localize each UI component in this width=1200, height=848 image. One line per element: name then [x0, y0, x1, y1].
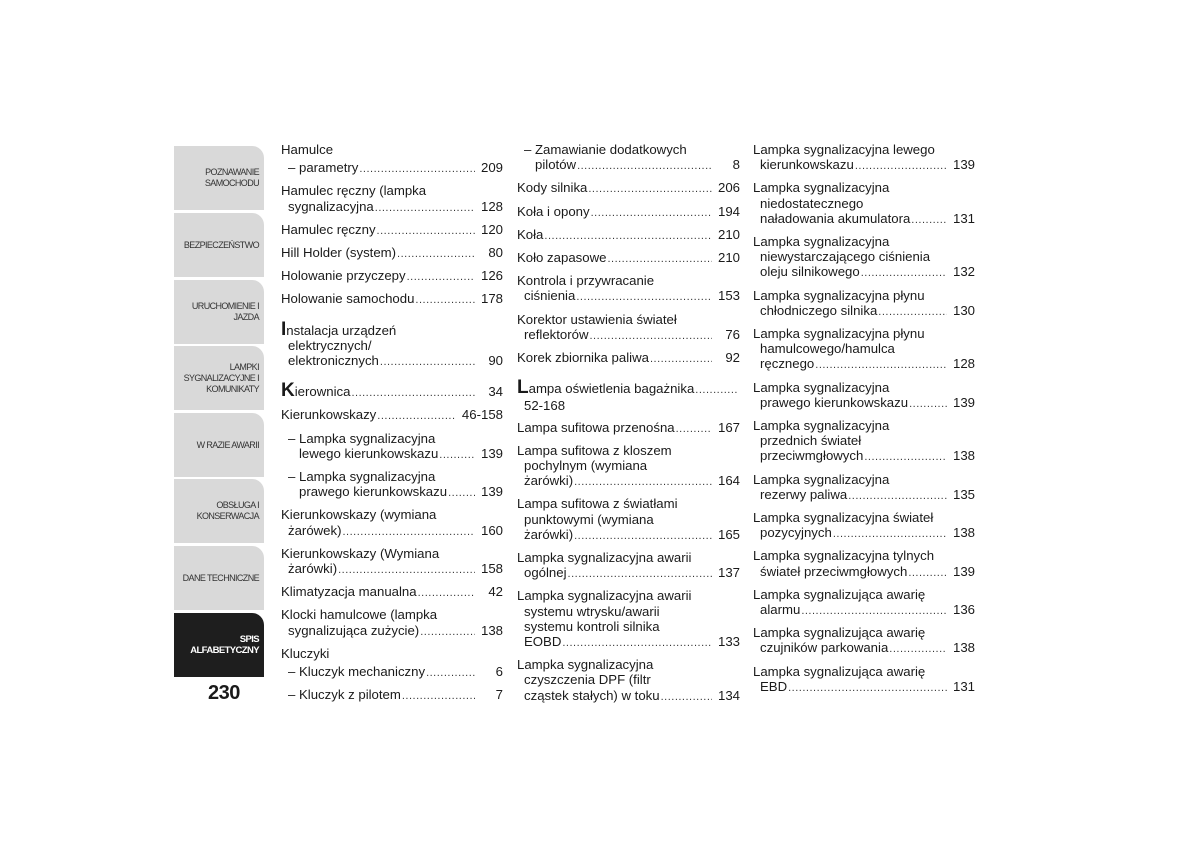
index-entry[interactable]: [281, 546, 503, 578]
entry-text: Koła i opony: [517, 203, 590, 219]
index-entry[interactable]: [281, 183, 503, 215]
entry-text: Lampka sygnalizacyjna awarii: [517, 550, 692, 566]
section-initial: I: [281, 318, 287, 340]
entry-text: Lampa sufitowa z kloszem: [517, 442, 672, 458]
entry-text: sygnalizacyjna: [288, 198, 374, 214]
page-ref: 139: [480, 445, 503, 461]
entry-text: Lampka sygnalizująca awarię: [753, 586, 926, 602]
index-entry[interactable]: [753, 625, 975, 657]
page-ref: 133: [717, 634, 740, 650]
page-ref: 6: [495, 664, 503, 680]
entry-text: Kontrola i przywracanie: [517, 273, 655, 289]
tab-obsluga-i-konserwacja[interactable]: [174, 479, 264, 543]
entry-text: kierunkowskazu: [760, 157, 854, 173]
index-entry[interactable]: [281, 687, 503, 704]
entry-text: przednich świateł: [760, 433, 862, 449]
page-ref: 34: [488, 384, 503, 400]
page-ref: 158: [480, 561, 503, 577]
entry-text: rezerwy paliwa: [760, 486, 848, 502]
entry-text: – Lampka sygnalizacyjna: [288, 430, 436, 446]
entry-text: świateł przeciwmgłowych: [760, 563, 908, 579]
entry-text: lewego kierunkowskazu: [299, 445, 439, 461]
page-ref: 139: [952, 157, 975, 173]
page-ref: 128: [952, 356, 975, 372]
entry-text: punktowymi (wymiana: [524, 511, 654, 527]
index-entry[interactable]: [753, 472, 975, 504]
tab-label: W RAZIE AWARII: [196, 439, 259, 450]
entry-text: żarówek): [288, 522, 342, 538]
index-column-1: [281, 142, 503, 710]
entry-text: Hamulec ręczny: [281, 221, 376, 237]
tab-label: BEZPIECZEŃSTWO: [183, 239, 259, 250]
index-entry[interactable]: [517, 273, 740, 305]
page-ref: 128: [480, 198, 503, 214]
page-ref: 126: [480, 268, 503, 284]
tab-label: POZNAWANIE SAMOCHODU: [204, 167, 259, 188]
page-ref: 131: [952, 678, 975, 694]
page-ref: 80: [488, 245, 503, 261]
index-entry[interactable]: [753, 510, 975, 542]
entry-text: – Kluczyk mechaniczny: [288, 664, 426, 680]
page-ref: 209: [480, 160, 503, 176]
entry-text: Koła: [517, 226, 544, 242]
entry-text: pochylnym (wymiana: [524, 458, 648, 474]
page-ref: 135: [952, 486, 975, 502]
entry-text: systemu kontroli silnika: [524, 618, 660, 634]
index-entry[interactable]: [753, 234, 975, 282]
entry-text: żarówki): [288, 561, 338, 577]
index-entry[interactable]: [281, 407, 503, 424]
page-ref: 167: [717, 419, 740, 435]
entry-text: żarówki): [524, 526, 574, 542]
entry-text: EOBD: [524, 634, 562, 650]
index-entry[interactable]: [753, 664, 975, 696]
page-ref: 92: [725, 350, 740, 366]
page-ref: 137: [717, 565, 740, 581]
page-ref: 138: [952, 525, 975, 541]
entry-text: nstalacja urządzeń: [286, 322, 397, 338]
entry-text: pozycyjnych: [760, 525, 832, 541]
index-entry[interactable]: [281, 222, 503, 239]
index-entry[interactable]: [517, 443, 740, 491]
entry-text: Lampka sygnalizacyjna: [517, 657, 654, 673]
entry-text: ciśnienia: [524, 288, 576, 304]
entry-heading: Kluczyki: [281, 645, 330, 661]
page-ref: 153: [717, 288, 740, 304]
index-entry[interactable]: [517, 588, 740, 651]
index-entry: [281, 646, 503, 661]
entry-text: EBD: [760, 678, 788, 694]
page-ref: 178: [480, 291, 503, 307]
entry-text: reflektorów: [524, 326, 589, 342]
section-initial: L: [517, 377, 529, 399]
page-ref: 42: [488, 584, 503, 600]
entry-text: ogólnej: [524, 565, 567, 581]
entry-text: Lampka sygnalizacyjna: [753, 180, 890, 196]
entry-text: – Kluczyk z pilotem: [288, 687, 401, 703]
page-ref: 76: [725, 326, 740, 342]
entry-text: oleju silnikowego: [760, 264, 860, 280]
page-ref: 7: [495, 687, 503, 703]
index-entry[interactable]: [517, 204, 740, 221]
index-entry[interactable]: [517, 377, 740, 414]
entry-text: Holowanie przyczepy: [281, 268, 406, 284]
entry-text: alarmu: [760, 602, 801, 618]
index-entry[interactable]: [753, 288, 975, 320]
page-ref: 138: [952, 640, 975, 656]
page-ref: 52-168: [524, 398, 566, 414]
entry-text: przeciwmgłowych: [760, 448, 864, 464]
entry-text: chłodniczego silnika: [760, 302, 878, 318]
index-entry[interactable]: [281, 245, 503, 262]
page-ref: 134: [717, 687, 740, 703]
index-entry[interactable]: [517, 657, 740, 705]
tab-label: DANE TECHNICZNE: [182, 572, 259, 583]
page-ref: 165: [717, 526, 740, 542]
index-column-2: [517, 142, 740, 711]
index-entry[interactable]: [753, 326, 975, 374]
entry-text: Kody silnika: [517, 180, 588, 196]
index-entry[interactable]: [753, 587, 975, 619]
index-entry[interactable]: [281, 664, 503, 681]
entry-text: Klimatyzacja manualna: [281, 584, 417, 600]
entry-text: elektrycznych/: [288, 337, 372, 353]
page-ref: 210: [717, 250, 740, 266]
index-entry[interactable]: [281, 291, 503, 308]
entry-text: Lampa sufitowa z światłami: [517, 496, 678, 512]
tab-w-razie-awarii[interactable]: [174, 413, 264, 477]
index-entry[interactable]: [517, 142, 740, 174]
page-ref: 138: [952, 448, 975, 464]
index-entry[interactable]: [281, 160, 503, 177]
entry-text: Lampka sygnalizacyjna lewego: [753, 142, 935, 157]
index-entry[interactable]: [281, 507, 503, 539]
index-entry[interactable]: [753, 548, 975, 580]
entry-text: Lampka sygnalizacyjna świateł: [753, 510, 934, 526]
index-entry[interactable]: [517, 250, 740, 267]
entry-text: Korektor ustawienia świateł: [517, 311, 677, 327]
entry-text: systemu wtrysku/awarii: [524, 603, 660, 619]
entry-text: – Zamawianie dodatkowych: [524, 142, 687, 157]
page-ref: 139: [952, 563, 975, 579]
entry-text: Lampka sygnalizacyjna płynu: [753, 287, 925, 303]
page-ref: 131: [952, 210, 975, 226]
page-ref: 210: [717, 226, 740, 242]
page-ref: 90: [488, 353, 503, 369]
tab-label: SPIS ALFABETYCZNY: [190, 634, 259, 656]
page-ref: 194: [717, 203, 740, 219]
page-ref: 46-158: [461, 407, 503, 423]
tab-spis-alfabetyczny[interactable]: [174, 613, 264, 677]
page-ref: 130: [952, 302, 975, 318]
page-ref: 136: [952, 602, 975, 618]
index-entry[interactable]: [281, 268, 503, 285]
entry-text: – Lampka sygnalizacyjna: [288, 469, 436, 485]
entry-text: ampa oświetlenia bagażnika: [528, 381, 695, 397]
index-entry[interactable]: [753, 418, 975, 466]
page-ref: 139: [480, 484, 503, 500]
entry-text: Lampka sygnalizacyjna: [753, 379, 890, 395]
entry-text: Lampka sygnalizacyjna tylnych: [753, 548, 935, 564]
entry-text: Lampka sygnalizująca awarię: [753, 663, 926, 679]
entry-text: Lampka sygnalizacyjna: [753, 471, 890, 487]
entry-text: żarówki): [524, 473, 574, 489]
tab-label: OBSŁUGA I KONSERWACJA: [196, 500, 259, 521]
entry-text: niewystarczającego ciśnienia: [760, 249, 931, 265]
tab-label: URUCHOMIENIE I JAZDA: [191, 301, 259, 322]
entry-text: Lampka sygnalizacyjna płynu: [753, 326, 925, 342]
page-ref: 139: [952, 394, 975, 410]
index-entry[interactable]: [517, 350, 740, 367]
entry-heading: Hamulce: [281, 142, 334, 157]
page-ref: 160: [480, 522, 503, 538]
entry-text: Hamulec ręczny (lampka: [281, 183, 427, 199]
index-entry[interactable]: [517, 496, 740, 544]
index-entry[interactable]: [517, 312, 740, 344]
section-initial: K: [281, 380, 295, 402]
entry-text: hamulcowego/hamulca: [760, 341, 895, 357]
index-entry[interactable]: [753, 380, 975, 412]
tab-dane-techniczne[interactable]: [174, 546, 264, 610]
page-number: 230: [208, 682, 240, 704]
index-entry[interactable]: [281, 584, 503, 601]
entry-text: prawego kierunkowskazu: [299, 484, 448, 500]
entry-text: Lampka sygnalizacyjna: [753, 418, 890, 434]
entry-text: sygnalizująca zużycie): [288, 622, 420, 638]
index-entry[interactable]: [517, 227, 740, 244]
entry-text: Lampka sygnalizacyjna awarii: [517, 588, 692, 604]
tab-poznawanie-samochodu[interactable]: [174, 146, 264, 210]
index-entry[interactable]: [517, 420, 740, 437]
entry-text: – parametry: [288, 160, 359, 176]
entry-text: ręcznego: [760, 356, 815, 372]
entry-text: Klocki hamulcowe (lampka: [281, 607, 438, 623]
index-entry[interactable]: [281, 380, 503, 402]
entry-text: ierownica: [294, 384, 351, 400]
entry-text: niedostatecznego: [760, 195, 864, 211]
tab-label: LAMPKI SYGNALIZACYJNE I KOMUNIKATY: [183, 361, 259, 394]
entry-text: Koło zapasowe: [517, 250, 607, 266]
page-ref: 120: [480, 221, 503, 237]
entry-text: czyszczenia DPF (filtr: [524, 672, 651, 688]
index-entry[interactable]: [753, 180, 975, 228]
entry-text: elektronicznych: [288, 353, 379, 369]
tab-uruchomienie-i-jazda[interactable]: [174, 280, 264, 344]
entry-text: cząstek stałych) w toku: [524, 687, 660, 703]
index-column-3: [753, 142, 975, 702]
entry-text: prawego kierunkowskazu: [760, 394, 909, 410]
entry-text: czujników parkowania: [760, 640, 889, 656]
tab-lampki-sygnalizacyjne[interactable]: [174, 346, 264, 410]
page-ref: 206: [717, 180, 740, 196]
index-entry[interactable]: [281, 607, 503, 639]
index-entry[interactable]: [517, 180, 740, 197]
index-entry[interactable]: [281, 469, 503, 501]
entry-text: Kierunkowskazy (Wymiana: [281, 545, 440, 561]
entry-text: Holowanie samochodu: [281, 291, 415, 307]
entry-text: naładowania akumulatora: [760, 210, 911, 226]
entry-text: Lampka sygnalizująca awarię: [753, 625, 926, 641]
page-ref: 138: [480, 622, 503, 638]
entry-text: Hill Holder (system): [281, 245, 397, 261]
entry-text: Lampa sufitowa przenośna: [517, 419, 675, 435]
entry-text: Korek zbiornika paliwa: [517, 350, 649, 366]
page-ref: 132: [952, 264, 975, 280]
index-entry[interactable]: [753, 142, 975, 174]
entry-text: Kierunkowskazy (wymiana: [281, 507, 437, 523]
page-ref: 164: [717, 473, 740, 489]
index-entry[interactable]: [281, 318, 503, 371]
index-entry: [281, 142, 503, 157]
page-ref: 8: [732, 157, 740, 173]
entry-text: pilotów: [535, 157, 577, 173]
entry-text: Kierunkowskazy: [281, 407, 377, 423]
index-entry[interactable]: [281, 431, 503, 463]
index-entry[interactable]: [517, 550, 740, 582]
entry-text: Lampka sygnalizacyjna: [753, 234, 890, 250]
tab-bezpieczenstwo[interactable]: [174, 213, 264, 277]
